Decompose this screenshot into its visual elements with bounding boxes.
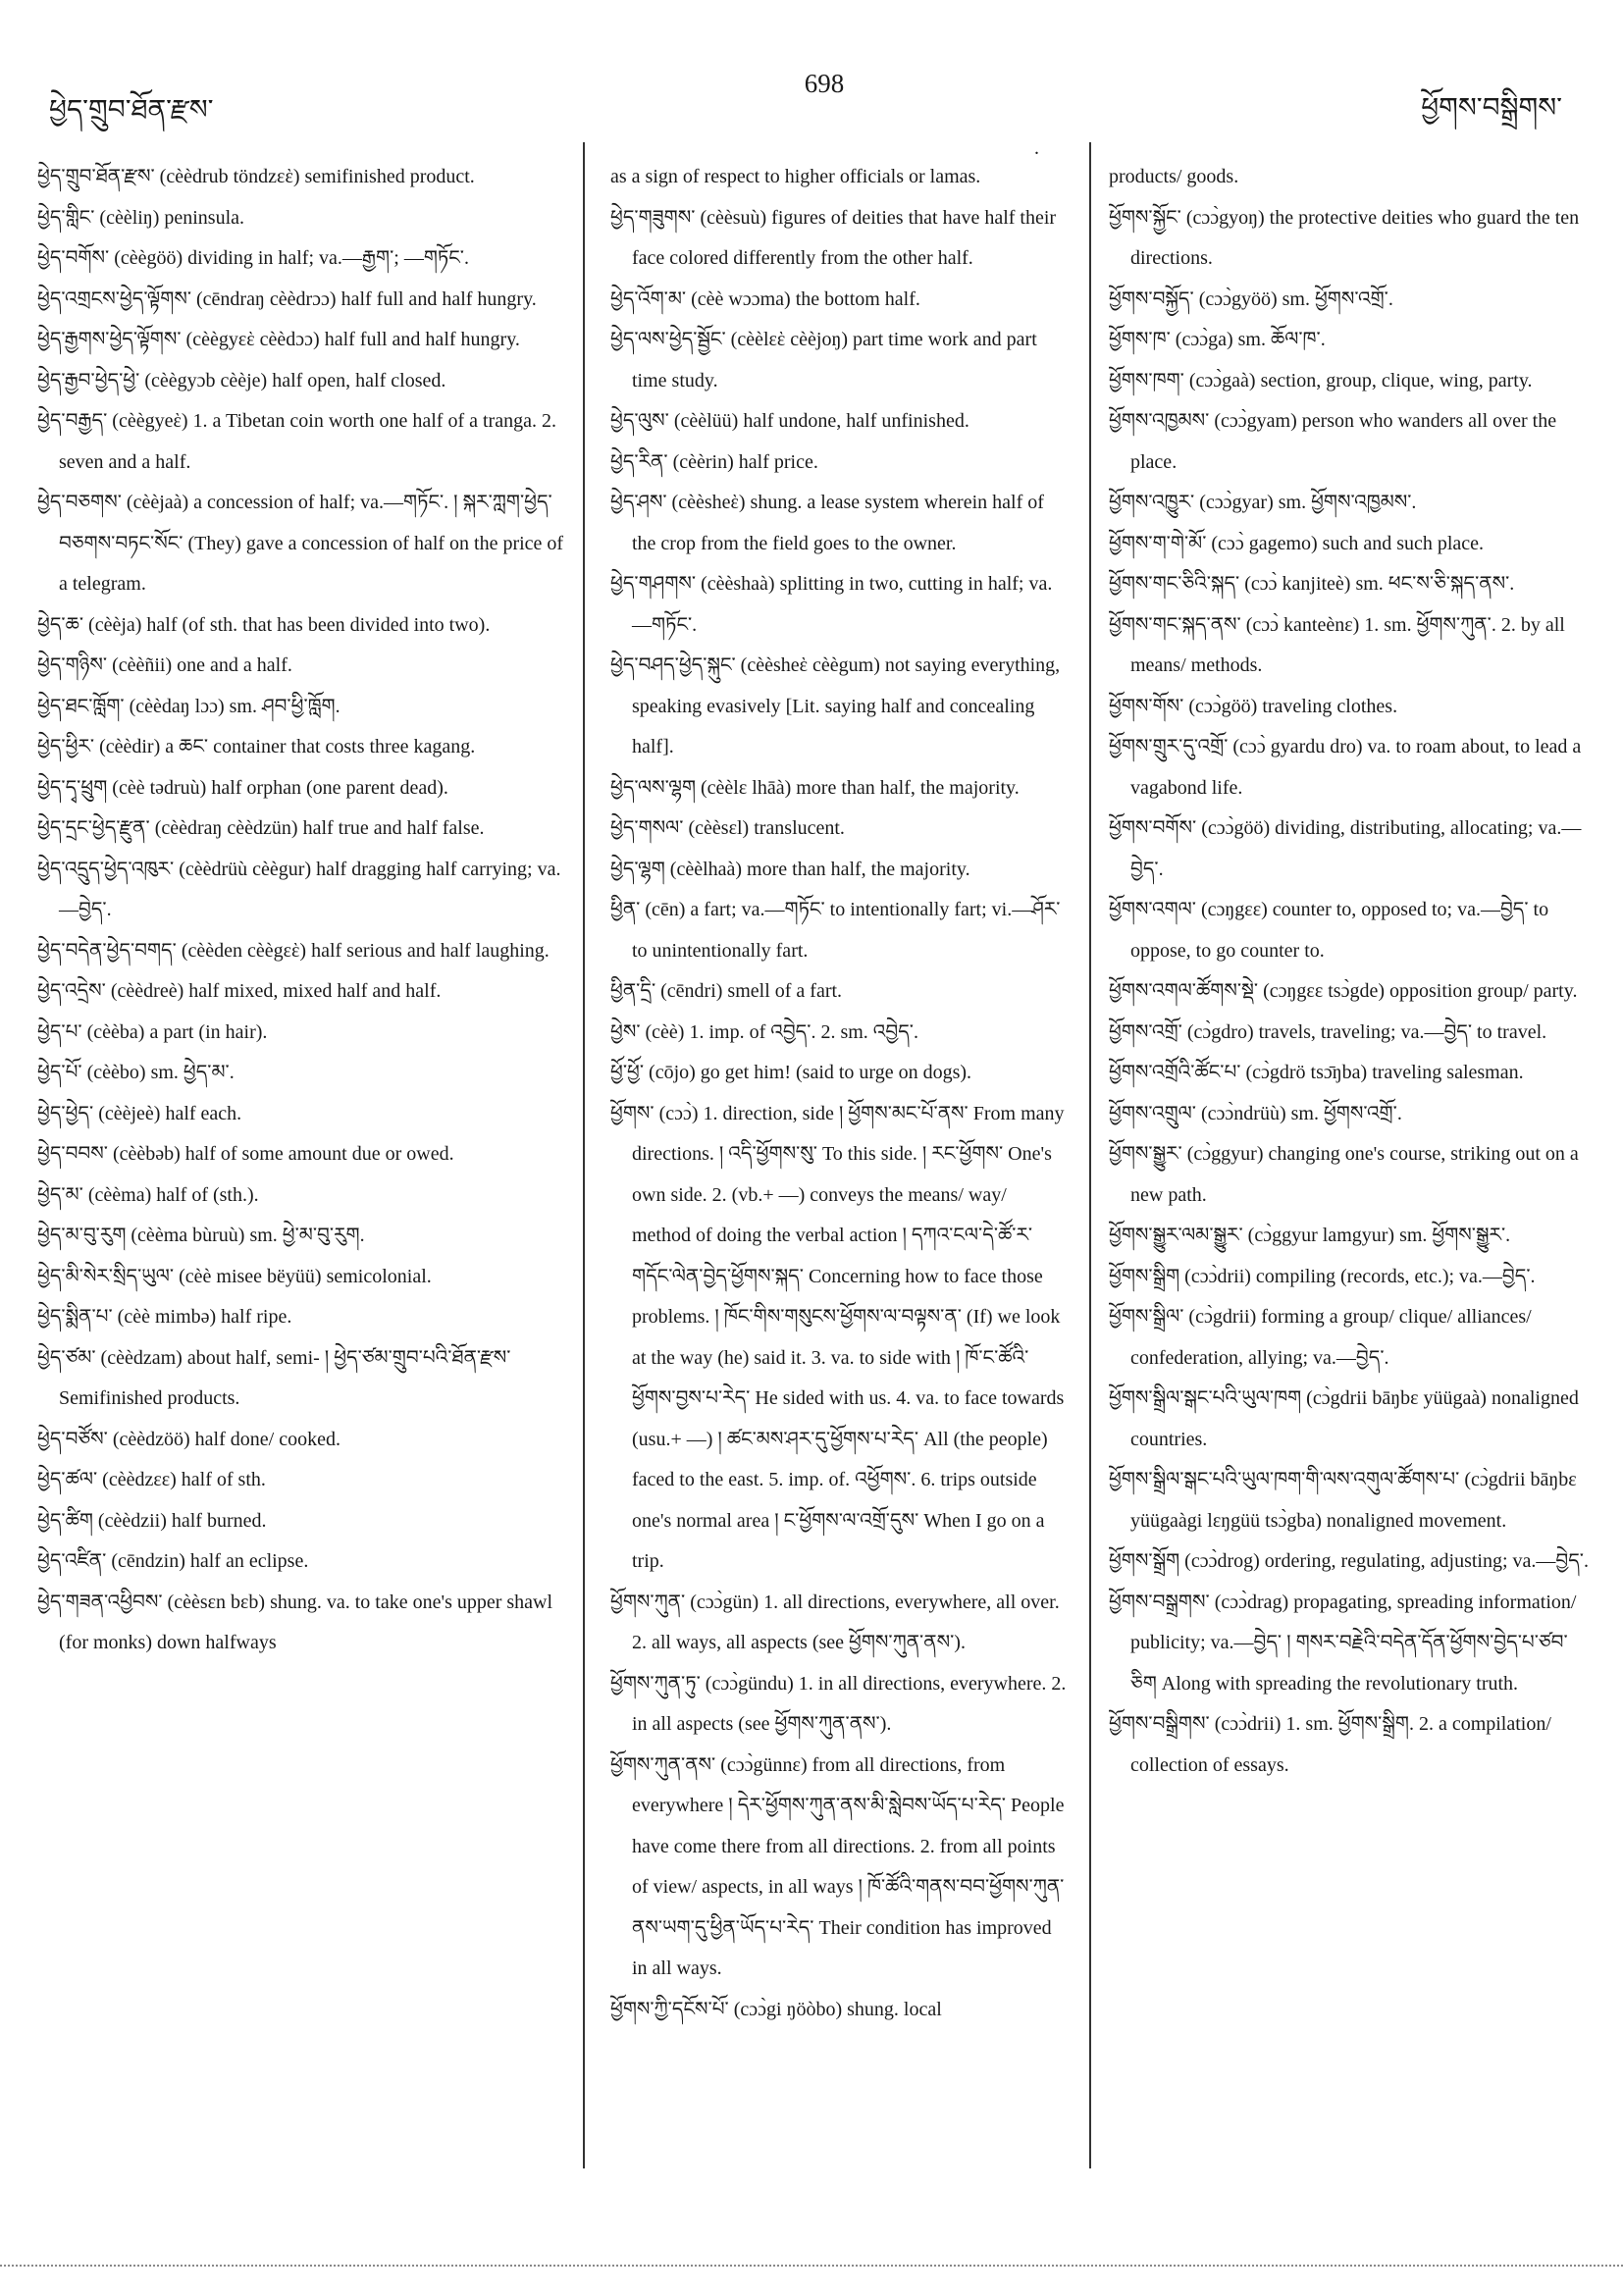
dictionary-entry: ཕྱོགས་གོས་ (cɔɔ̀göö) traveling clothes. — [1109, 695, 1398, 717]
dictionary-entry: ཕྱེད་ཐང་ཁློག་ (cèèdaŋ lɔɔ) sm. ཤབ་ཕྱི་ཁློག. — [37, 695, 340, 717]
dictionary-entry: ཕྱོགས་ཁ་ (cɔɔ̀ga) sm. ཆོལ་ཁ་. — [1109, 329, 1326, 350]
dictionary-entry: ཕྱེད་གླིང་ (cèèliŋ) peninsula. — [37, 206, 245, 229]
dictionary-entry: ཕྱེད་ཙམ་ (cèèdzam) about half, semi- ། ཕྱེད་ཙམ་གྲུབ་པའི་ཐོན་རྫས་ Semifinished products. — [37, 1346, 511, 1409]
dictionary-entry: as a sign of respect to higher officials or lamas. — [610, 166, 981, 187]
dictionary-entry: ཕྱེད་འདྲེས་ (cèèdreè) half mixed, mixed half and half. — [37, 980, 442, 1002]
dictionary-entry: ཕྱེད་འགྲངས་ཕྱེད་ལྟོགས་ (cēndraŋ cèèdrɔɔ) half full and half hungry. — [37, 287, 537, 310]
dictionary-entry: ཕྱེད་སྨིན་པ་ (cèè mimbə) half ripe. — [37, 1306, 292, 1328]
dictionary-entry: ཕྱེད་དྭ་ཕྲུག (cèè tədruù) half orphan (one parent dead). — [37, 776, 448, 799]
dictionary-entry: ཕྱེད་པ་ (cèèba) a part (in hair). — [37, 1020, 268, 1043]
dictionary-entry: ཕྱོགས་བསྒྲིགས་ (cɔɔ̀drii) 1. sm. ཕྱོགས་སྒྲིག. 2. a compilation/ collection of essays. — [1109, 1713, 1551, 1776]
dictionary-entry: ཕྱེད་ཕྱིར་ (cèèdir) a ཆང་ container that costs three kagang. — [37, 736, 476, 757]
dictionary-entry: ཕྱེད་ལས་ཕྱེད་སྦྱོང་ (cèèlεὲ cèèjoŋ) part time work and part time study. — [610, 329, 1037, 391]
dictionary-entry: ཕྱོགས་ཀྱི་དངོས་པོ་ (cɔɔ̀gi ŋöòbo) shung. local — [610, 1998, 942, 2020]
stray-dot: . — [1034, 137, 1039, 159]
dictionary-entry: ཕྱོགས་ཀུན་ནས་ (cɔɔ̀günnε) from all directions, from everywhere ། དེར་ཕྱོགས་ཀུན་ནས་མི་སླེབས་ཡོད་པ་རེད་ People have come there from all directions. 2. from all points of view/ aspects, in all ways ། ཁོ་ཚོའི་གནས་བབ་ཕྱོགས་ཀུན་ནས་ཡག་དུ་ཕྱིན་ཡོད་པ་རེད་ Their condition has improved in all ways. — [610, 1753, 1065, 1979]
dictionary-entry: ཕྱེད་གྲུབ་ཐོན་རྫས་ (cèèdrub töndzεὲ) semifinished product. — [37, 166, 475, 187]
dictionary-entry: ཕྱེད་གཟུགས་ (cèèsuù) figures of deities that have half their face colored differently from the other half. — [610, 206, 1057, 269]
dictionary-entry: ཕྱེད་འཛིན་ (cēndzin) half an eclipse. — [37, 1550, 309, 1572]
bottom-border — [0, 2265, 1623, 2267]
dictionary-entry: ཕྱོགས་བསྒྲགས་ (cɔɔ̀drag) propagating, spreading information/ publicity; va.—བྱེད་ ། གསར་བརྗེའི་བདེན་དོན་ཕྱོགས་བྱེད་པ་ཙབ་ཅིག Along with spreading the revolutionary truth. — [1109, 1591, 1577, 1695]
dictionary-entry: ཕྱོགས་གྲུར་དུ་འགྲོ་ (cɔɔ̀ gyardu dro) va. to roam about, to lead a vagabond life. — [1109, 736, 1582, 799]
dictionary-entry: ཕྱེད་ལུས་ (cèèlüü) half undone, half unfinished. — [610, 410, 969, 432]
dictionary-entry: ཕྱོགས་གང་ཅིའི་སྐད་ (cɔɔ̀ kanjiteè) sm. ཕང་ས་ཅི་སྐད་ནས་. — [1109, 573, 1515, 595]
dictionary-entry: ཕྱོགས་སྒྲིལ་སྒང་པའི་ཡུལ་ཁག (cɔ̀gdrii bāŋbε yüügaà) nonaligned countries. — [1109, 1387, 1579, 1450]
dictionary-entry: ཕྱེད་མ་ (cèèma) half of (sth.). — [37, 1183, 259, 1206]
dictionary-entry: ཕྱེད་ཚལ་ (cèèdzεε) half of sth. — [37, 1469, 266, 1490]
dictionary-entry: ཕྱོགས་བགོས་ (cɔɔ̀göö) dividing, distributing, allocating; va.—བྱེད་. — [1109, 817, 1582, 880]
dictionary-entry: ཕྱེད་ལྷག (cèèlhaà) more than half, the majority. — [610, 858, 970, 880]
dictionary-entry: ཕྱོགས་ག་གེ་མོ་ (cɔɔ̀ gagemo) such and such place. — [1109, 532, 1485, 554]
page-header — [0, 69, 1623, 159]
dictionary-entry: ཕྱེད་ཆ་ (cèèja) half (of sth. that has been divided into two). — [37, 613, 491, 636]
dictionary-entry: ཕྱིན་ (cēn) a fart; va.—གཏོང་ to intentionally fart; vi.—ཤོར་ to unintentionally fart. — [610, 899, 1061, 962]
dictionary-entry: ཕྱེད་འདྲུད་ཕྱེད་འཁུར་ (cèèdrüù cèègur) half dragging half carrying; va.—བྱེད་. — [37, 858, 561, 920]
dictionary-entry: products/ goods. — [1109, 166, 1239, 187]
dictionary-entry: ཕྱོགས་འགྲུལ་ (cɔɔ̀ndrüù) sm. ཕྱོགས་འགྲོ་. — [1109, 1102, 1402, 1124]
dictionary-entry: ཕྱེད་བབས་ (cèèbəb) half of some amount due or owed. — [37, 1143, 454, 1165]
dictionary-entry: ཕྱེད་བརྒྱད་ (cèègyeὲ) 1. a Tibetan coin worth one half of a tranga. 2. seven and a half. — [37, 410, 556, 473]
dictionary-entry: ཕྱོགས་སྒྲིལ་སྒང་པའི་ཡུལ་ཁག་གི་ལས་འགུལ་ཚོགས་པ་ (cɔ̀gdrii bāŋbε yüügaàgi lεŋgüü tsɔ̀gba) nonaligned movement. — [1109, 1469, 1577, 1532]
dictionary-entry: ཕྱེད་ཤས་ (cèèsheὲ) shung. a lease system wherein half of the crop from the field goes to the owner. — [610, 492, 1044, 554]
dictionary-entry: ཕྱོགས་སྒྲོག (cɔɔ̀drog) ordering, regulating, adjusting; va.—བྱེད་. — [1109, 1550, 1589, 1572]
dictionary-entry: ཕྱེད་རིན་ (cèèrin) half price. — [610, 450, 818, 473]
dictionary-entry: ཕྱིན་དྲི་ (cēndri) smell of a fart. — [610, 980, 843, 1002]
dictionary-entry: ཕྱོགས་སྒྱུར་ (cɔ̀ggyur) changing one's course, striking out on a new path. — [1109, 1143, 1579, 1206]
dictionary-entry: ཕྱེད་ལས་ལྷག (cèèlε lhāà) more than half, the majority. — [610, 776, 1020, 799]
dictionary-entry: ཕྱོགས་སྒྲིག (cɔɔ̀drii) compiling (records, etc.); va.—བྱེད་. — [1109, 1265, 1536, 1287]
dictionary-column-2 — [610, 157, 1068, 2149]
dictionary-entry: ཕྱེད་བཙོས་ (cèèdzöö) half done/ cooked. — [37, 1428, 340, 1450]
dictionary-entry: ཕྱེད་བཤད་ཕྱེད་སྐུང་ (cèèsheὲ cèègum) not saying everything, speaking evasively [Lit. saying half and concealing half]. — [610, 654, 1061, 757]
dictionary-entry: ཕྱེད་དྲང་ཕྱེད་རྫུན་ (cèèdraŋ cèèdzün) half true and half false. — [37, 817, 485, 839]
dictionary-entry: ཕྱོགས་སྒྱུར་ལམ་སྒྱུར་ (cɔ̀ggyur lamgyur) sm. ཕྱོགས་སྒྱུར་. — [1109, 1225, 1511, 1246]
dictionary-entry: ཕྱེད་བདེན་ཕྱེད་བགད་ (cèèden cèègεὲ) half serious and half laughing. — [37, 939, 550, 962]
dictionary-entry: ཕྱེས་ (cèè) 1. imp. of འབྱེད་. 2. sm. འབྱེད་. — [610, 1020, 918, 1043]
column-divider — [1089, 142, 1091, 2168]
dictionary-entry: ཕྱོགས་ཁག་ (cɔɔ̀gaà) section, group, clique, wing, party. — [1109, 369, 1533, 391]
dictionary-entry: ཕྱེད་པོ་ (cèèbo) sm. ཕྱེད་མ་. — [37, 1062, 235, 1083]
dictionary-entry: ཕྱོགས་ཀུན་ཏུ་ (cɔɔ̀gündu) 1. in all directions, everywhere. 2. in all aspects (see ཕྱོགས་ཀུན་ནས་). — [610, 1672, 1067, 1735]
dictionary-entry: ཕྱོགས་གང་སྐད་ནས་ (cɔɔ̀ kanteènε) 1. sm. ཕྱོགས་ཀུན་. 2. by all means/ methods. — [1109, 613, 1565, 676]
dictionary-entry: ཕྱེད་མ་བུ་རུག (cèèma bùruù) sm. ཕྱེ་མ་བུ་རུག. — [37, 1225, 365, 1246]
right-running-headword: ཕྱོགས་བསྒྲིགས་ — [1421, 93, 1562, 124]
dictionary-entry: ཕྱེད་བགོས་ (cèègöö) dividing in half; va.—རྒྱག་; —གཏོང་. — [37, 247, 470, 269]
dictionary-entry: ཕྱེད་ཚིག (cèèdzii) half burned. — [37, 1509, 267, 1532]
dictionary-entry: ཕྱེད་ཕྱེད་ (cèèjeè) half each. — [37, 1102, 242, 1124]
dictionary-entry: ཕྱོགས་སྒྲིལ་ (cɔ̀gdrii) forming a group/ clique/ alliances/ confederation, allying; va.—བྱེད་. — [1109, 1306, 1532, 1369]
dictionary-entry: ཕྱེད་རྒྱགས་ཕྱེད་ལྟོགས་ (cèègyεὲ cèèdɔɔ) half full and half hungry. — [37, 329, 520, 350]
dictionary-column-1 — [37, 157, 567, 2149]
dictionary-entry: ཕྱོགས་འགལ་ (cɔŋgεε) counter to, opposed to; va.—བྱེད་ to oppose, to go counter to. — [1109, 899, 1549, 962]
dictionary-entry: ཕྱོགས་ (cɔɔ̀) 1. direction, side ། ཕྱོགས་མང་པོ་ནས་ From many directions. ། འདི་ཕྱོགས་སུ་ To this side. ། རང་ཕྱོགས་ One's own side. 2. (vb.+ —) conveys the means/ way/ method of doing the verbal action ། དཀའ་ངལ་དེ་ཚོ་ར་གདོང་ལེན་བྱེད་ཕྱོགས་སྐད་ Concerning how to face those problems. ། ཁོང་གིས་གསུངས་ཕྱོགས་ལ་བལྟས་ན་ (If) we look at the way (he) said it. 3. va. to side with ། ཁོ་ང་ཚོའི་ཕྱོགས་བྱས་པ་རེད་ He sided with us. 4. va. to face towards (usu.+ —) ། ཚང་མས་ཤར་དུ་ཕྱོགས་པ་རེད་ All (the people) faced to the east. 5. imp. of. འཕྱོགས་. 6. trips outside one's normal area ། ང་ཕྱོགས་ལ་འགྲོ་དུས་ When I go on a trip. — [610, 1102, 1065, 1572]
dictionary-entry: ཕྱོགས་སྐྱོང་ (cɔɔ̀gyoŋ) the protective deities who guard the ten directions. — [1109, 206, 1580, 269]
dictionary-entry: ཕྱོགས་འཁྱམས་ (cɔɔ̀gyam) person who wanders all over the place. — [1109, 410, 1557, 473]
dictionary-entry: ཕྱོགས་བསྐྱོད་ (cɔɔ̀gyöö) sm. ཕྱོགས་འགྲོ་. — [1109, 287, 1393, 310]
left-running-headword: ཕྱེད་གྲུབ་ཐོན་རྫས་ — [49, 95, 214, 126]
dictionary-entry: ཕྱོགས་འཁྱུར་ (cɔɔ̀gyar) sm. ཕྱོགས་འཁྱམས་. — [1109, 492, 1417, 513]
dictionary-entry: ཕྱོགས་འགྲོ་ (cɔ̀gdro) travels, traveling; va.—བྱེད་ to travel. — [1109, 1020, 1547, 1043]
page-number: 698 — [804, 69, 845, 98]
dictionary-entry: ཕྱོགས་ཀུན་ (cɔɔ̀gün) 1. all directions, everywhere, all over. 2. all ways, all aspects (see ཕྱོགས་ཀུན་ནས་). — [610, 1591, 1060, 1653]
dictionary-entry: ཕྱོགས་འགལ་ཚོགས་སྡེ་ (cɔŋgεε tsɔ̀gde) opposition group/ party. — [1109, 980, 1578, 1002]
dictionary-column-3 — [1109, 157, 1590, 2149]
dictionary-entry: ཕྱེད་གཟན་འཕྱིབས་ (cèèsεn bεb) shung. va. to take one's upper shawl (for monks) down halfways — [37, 1591, 553, 1653]
dictionary-entry: ཕྱོ་ཕྱོ་ (cōjo) go get him! (said to urge on dogs). — [610, 1062, 972, 1083]
dictionary-entry: ཕྱེད་གསལ་ (cèèsεl) translucent. — [610, 817, 845, 839]
dictionary-entry: ཕྱོགས་འགྲོའི་ཚོང་པ་ (cɔ̀gdrö tsɔ̄ŋba) traveling salesman. — [1109, 1062, 1524, 1083]
dictionary-entry: ཕྱེད་གཤགས་ (cèèshaà) splitting in two, cutting in half; va.—གཏོང་. — [610, 573, 1053, 636]
dictionary-entry: ཕྱེད་བཅགས་ (cèèjaà) a concession of half; va.—གཏོང་. ། སྐར་ཀླག་ཕྱེད་བཅགས་བཏང་སོང་ (They) gave a concession of half on the price of a telegram. — [37, 492, 564, 595]
column-divider — [583, 142, 585, 2168]
dictionary-entry: ཕྱེད་འོག་མ་ (cèè wɔɔma) the bottom half. — [610, 287, 920, 310]
dictionary-entry: ཕྱེད་རྒྱབ་ཕྱེད་ཕྱེ་ (cèègyɔb cèèje) half open, half closed. — [37, 369, 446, 391]
dictionary-entry: ཕྱེད་གཉིས་ (cèèñii) one and a half. — [37, 654, 292, 676]
dictionary-entry: ཕྱེད་མི་སེར་སྲིད་ཡུལ་ (cèè misee bëyüü) semicolonial. — [37, 1265, 432, 1287]
